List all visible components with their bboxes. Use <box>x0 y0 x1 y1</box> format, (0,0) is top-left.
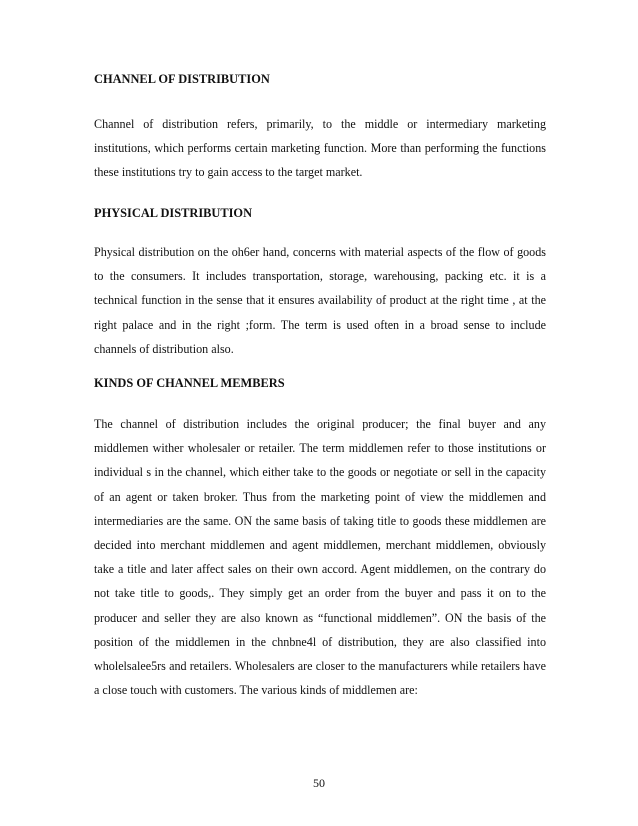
heading-channel-of-distribution: CHANNEL OF DISTRIBUTION <box>94 72 270 86</box>
paragraph-physical-distribution: Physical distribution on the oh6er hand, concerns with material aspects of the flow of goods to the consumers. It includes transportation, storage, warehousing, packing etc. it is a technical function in the sense that it ensures availability of product at the right time , at the right palace and in the right ;form. The term is used often in a broad sense to include channels of distribution also. <box>94 245 546 356</box>
heading-physical-distribution: PHYSICAL DISTRIBUTION <box>94 206 253 220</box>
heading-kinds-of-channel-members: KINDS OF CHANNEL MEMBERS <box>94 376 285 390</box>
paragraph-channel-of-distribution: Channel of distribution refers, primarily, to the middle or intermediary marketing institutions, which performs certain marketing function. More than performing the functions these institutions try to gain access to the target market. <box>94 117 546 180</box>
page-number: 50 <box>313 776 325 790</box>
paragraph-kinds-of-channel-members: The channel of distribution includes the original producer; the final buyer and any middlemen wither wholesaler or retailer. The term middlemen refer to those institutions or individual s in the channel, which either take to the goods or negotiate or sell in the capacity of an agent or taken broker. Thus from the marketing point of view the middlemen and intermediaries are the same. ON the same basis of taking title to goods these middlemen are decided into merchant middlemen and agent middlemen, merchant middlemen, obviously take a title and later affect sales on their own accord. Agent middlemen, on the contrary do not take title to goods,. They simply get an order from the buyer and pass it on to the producer and seller they are also known as “functional middlemen”. ON the basis of the position of the middlemen in the chnbne4l of distribution, they are also classified into wholelsalee5rs and retailers. Wholesalers are closer to the manufacturers while retailers have a close touch with customers. The various kinds of middlemen are: <box>94 417 546 698</box>
